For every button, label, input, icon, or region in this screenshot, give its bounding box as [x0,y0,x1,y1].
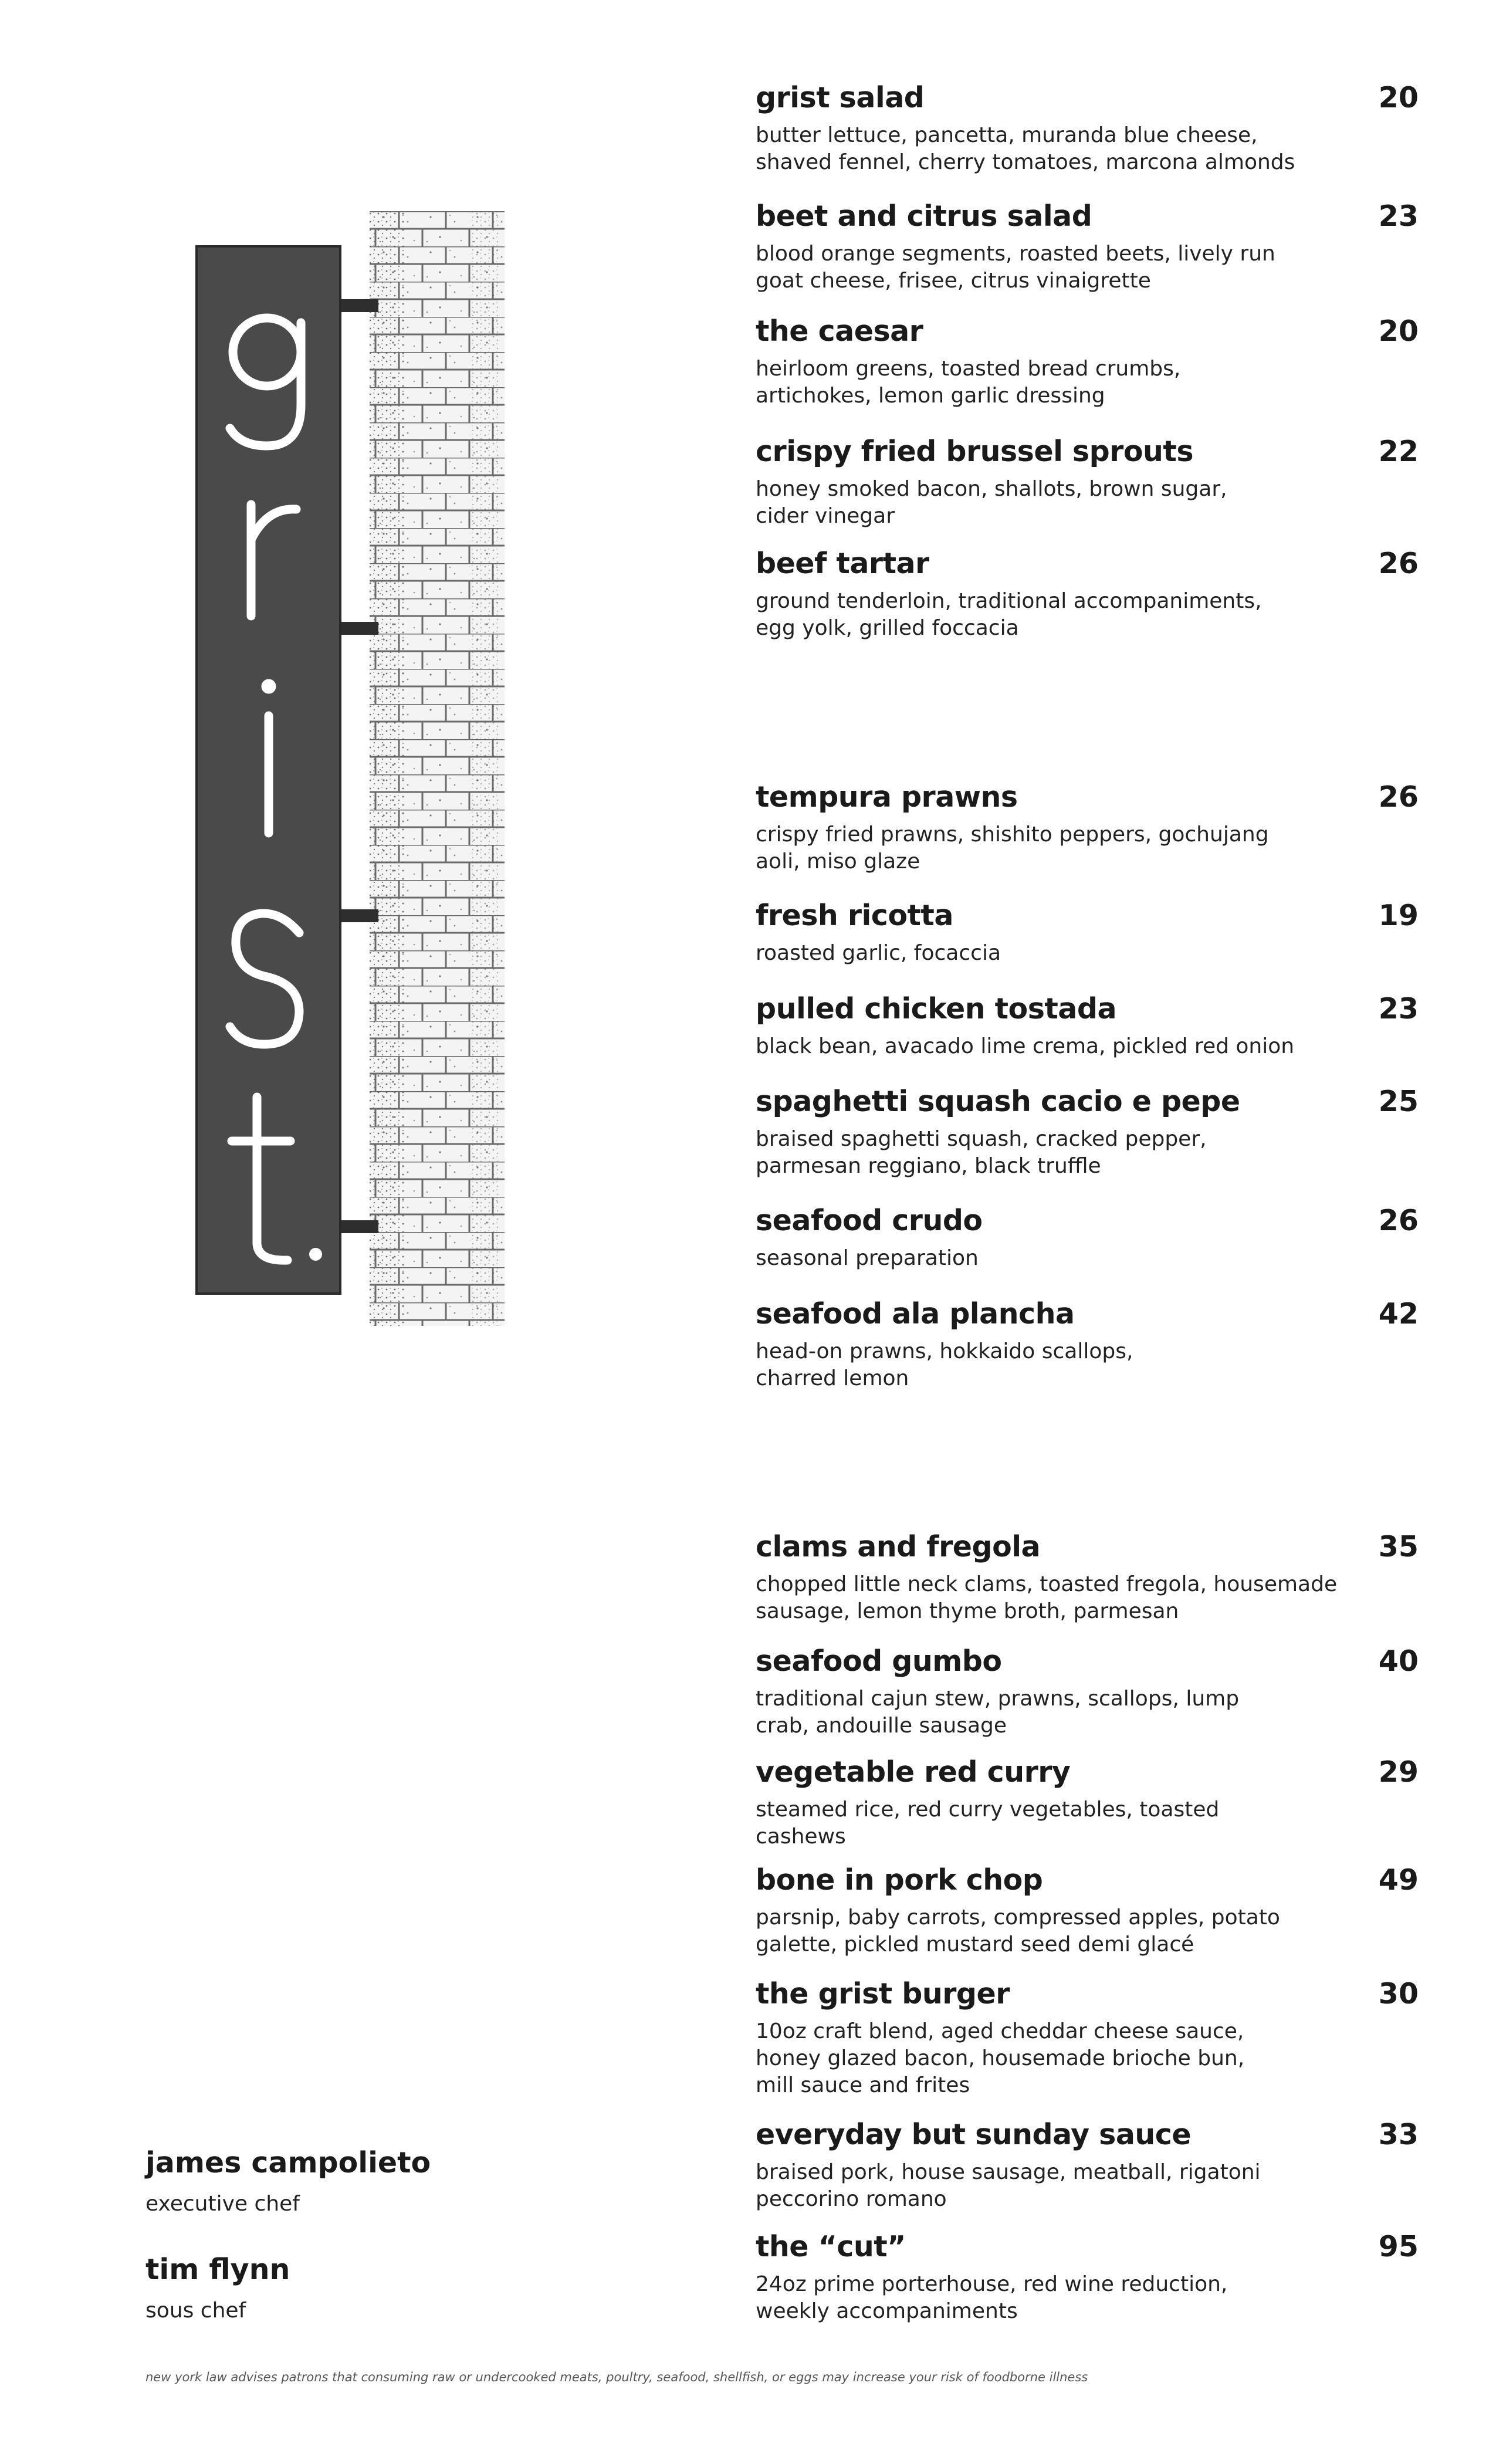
item-price: 30 [1378,1977,1419,2011]
item-name: clams and fregola [756,1530,1041,1563]
item-price: 33 [1378,2118,1419,2151]
item-name: the “cut” [756,2230,906,2263]
item-description: braised spaghetti squash, cracked pepper, parmesan reggiano, black truffle [756,1127,1207,1178]
item-description: chopped little neck clams, toasted fregola, housemade sausage, lemon thyme broth, parmesan [756,1572,1338,1623]
item-price: 26 [1378,547,1419,580]
item-price: 20 [1378,81,1419,114]
item-name: the grist burger [756,1977,1010,2011]
grist-sign-icon [188,211,528,1326]
item-name: crispy fried brussel sprouts [756,435,1193,468]
item-name: fresh ricotta [756,899,953,932]
item-price: 26 [1378,780,1419,814]
item-description: blood orange segments, roasted beets, lively run goat cheese, frisee, citrus vinaigrette [756,242,1275,293]
item-name: beef tartar [756,547,929,580]
item-price: 26 [1378,1204,1419,1237]
grist-logo [188,211,528,1326]
item-price: 42 [1378,1297,1419,1331]
item-name: spaghetti squash cacio e pepe [756,1085,1240,1118]
item-price: 23 [1378,199,1419,233]
item-name: seafood gumbo [756,1644,1002,1678]
item-description: head-on prawns, hokkaido scallops, charred lemon [756,1339,1133,1390]
item-name: vegetable red curry [756,1755,1071,1789]
item-description: heirloom greens, toasted bread crumbs, artichokes, lemon garlic dressing [756,357,1181,408]
item-price: 95 [1378,2230,1419,2263]
item-price: 25 [1378,1085,1419,1118]
item-description: honey smoked bacon, shallots, brown sugar, cider vinegar [756,477,1227,528]
item-name: seafood ala plancha [756,1297,1075,1331]
chef-name: james campolieto [145,2146,431,2179]
item-description: butter lettuce, pancetta, muranda blue cheese, shaved fennel, cherry tomatoes, marcona almonds [756,123,1295,174]
item-description: traditional cajun stew, prawns, scallops, lump crab, andouille sausage [756,1687,1240,1738]
health-disclaimer: new york law advises patrons that consuming raw or undercooked meats, poultry, seafood, shellfish, or eggs may increase your risk of foodborne illness [145,2370,1088,2384]
item-name: pulled chicken tostada [756,992,1117,1025]
chef-name: tim flynn [145,2253,290,2286]
item-description: roasted garlic, focaccia [756,941,1001,965]
item-price: 23 [1378,992,1419,1025]
item-name: beet and citrus salad [756,199,1092,233]
item-description: crispy fried prawns, shishito peppers, gochujang aoli, miso glaze [756,823,1269,874]
chef-executive [145,2146,431,2218]
item-price: 35 [1378,1530,1419,1563]
item-name: bone in pork chop [756,1863,1043,1897]
item-name: everyday but sunday sauce [756,2118,1192,2151]
item-description: 10oz craft blend, aged cheddar cheese sauce, honey glazed bacon, housemade brioche bun, mill sauce and frites [756,2019,1245,2097]
item-price: 19 [1378,899,1419,932]
item-description: braised pork, house sausage, meatball, rigatoni peccorino romano [756,2160,1261,2211]
item-name: the caesar [756,314,923,348]
item-name: tempura prawns [756,780,1018,814]
item-description: 24oz prime porterhouse, red wine reduction, weekly accompaniments [756,2272,1228,2323]
item-description: seasonal preparation [756,1246,979,1270]
chef-sous [145,2253,290,2324]
chef-role: executive chef [145,2192,300,2216]
item-description: black bean, avacado lime crema, pickled red onion [756,1034,1295,1058]
item-price: 22 [1378,435,1419,468]
item-price: 40 [1378,1644,1419,1678]
item-description: parsnip, baby carrots, compressed apples, potato galette, pickled mustard seed demi glacé [756,1905,1280,1957]
item-name: seafood crudo [756,1204,983,1237]
item-description: ground tenderloin, traditional accompaniments, egg yolk, grilled foccacia [756,589,1262,640]
item-name: grist salad [756,81,925,114]
item-price: 29 [1378,1755,1419,1789]
item-price: 49 [1378,1863,1419,1897]
item-price: 20 [1378,314,1419,348]
item-description: steamed rice, red curry vegetables, toasted cashews [756,1798,1220,1849]
chef-role: sous chef [145,2299,246,2323]
